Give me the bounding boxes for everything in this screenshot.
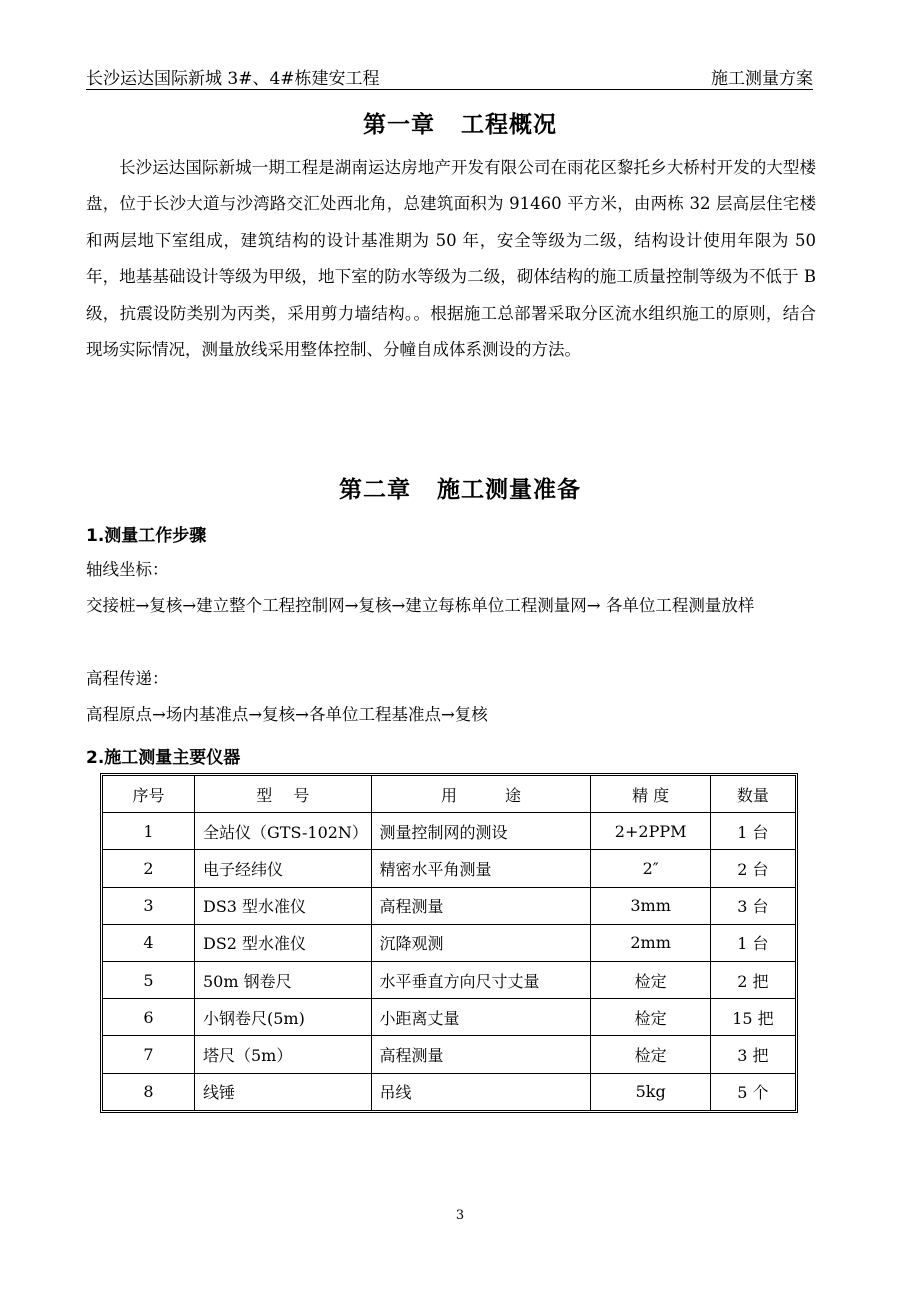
table-row (103, 999, 795, 1036)
chapter2-name: 施工测量准备 (437, 477, 581, 503)
cell-serial-number: 8 (103, 1074, 195, 1110)
table-row (103, 1036, 795, 1073)
elevation-transfer-flow: 高程原点→场内基准点→复核→各单位工程基准点→复核 (86, 705, 488, 724)
cell-model: 线锤 (195, 1074, 372, 1110)
header-cell-precision: 精 度 (591, 776, 710, 813)
header-cell-model: 型 号 (195, 776, 372, 813)
cell-quantity: 5 个 (737, 1083, 769, 1103)
cell-purpose: 水平垂直方向尺寸丈量 (372, 962, 592, 999)
cell-quantity: 2 把 (711, 962, 795, 999)
cell-model: 电子经纬仪 (195, 850, 372, 887)
instrument-table (100, 773, 798, 1113)
axis-coordinates-label: 轴线坐标： (86, 560, 169, 579)
cell-model: 小钢卷尺(5m) (195, 999, 372, 1036)
chapter2-number: 第二章 (339, 477, 411, 503)
cell-quantity: 3 台 (711, 888, 795, 925)
cell-model: DS2 型水准仪 (195, 925, 372, 962)
chapter2-title (0, 471, 920, 504)
cell-precision: 检定 (591, 999, 710, 1036)
chapter1-number: 第一章 (363, 112, 435, 138)
cell-serial-number: 2 (103, 850, 195, 887)
cell-quantity: 1 台 (711, 813, 795, 850)
chapter1-paragraph: 长沙运达国际新城一期工程是湖南运达房地产开发有限公司在雨花区黎托乡大桥村开发的大型楼盘，位于长沙大道与沙湾路交汇处西北角，总建筑面积为 91460 平方米，由两栋 32 层高层住宅楼和两层地下室组成，建筑结构的设计基准期为 50 年，安全等级为二级，结构设计使用年限为 50 年，地基基础设计等级为甲级，地下室的防水等级为二级，砌体结构的施工质量控制等级为不低于 B 级，抗震设防类别为丙类，采用剪力墙结构。。根据施工总部署采取分区流水组织施工的原则，结合现场实际情况，测量放线采用整体控制、分幢自成体系测设的方法。 (86, 158, 816, 360)
header-cell-serial-number: 序号 (103, 776, 195, 813)
cell-purpose: 高程测量 (372, 888, 592, 925)
cell-precision: 5kg (591, 1074, 710, 1110)
cell-serial-number: 7 (103, 1036, 195, 1073)
cell-serial-number: 4 (103, 925, 195, 962)
cell-purpose: 吊线 (372, 1074, 592, 1110)
section1-heading: 1.测量工作步骤 (86, 526, 207, 546)
table-row (103, 888, 795, 925)
header-divider (86, 89, 813, 90)
table-row (103, 1074, 795, 1110)
table-row (103, 813, 795, 850)
cell-model: DS3 型水准仪 (195, 888, 372, 925)
axis-coordinates-flow: 交接桩→复核→建立整个工程控制网→复核→建立每栋单位工程测量网→ 各单位工程测量放样 (86, 596, 755, 615)
cell-purpose: 高程测量 (372, 1036, 592, 1073)
cell-precision: 2+2PPM (591, 813, 710, 850)
cell-model: 全站仪（GTS-102N） (195, 813, 372, 850)
cell-purpose: 测量控制网的测设 (372, 813, 592, 850)
cell-quantity: 1 台 (711, 925, 795, 962)
table-row (103, 850, 795, 887)
cell-quantity: 2 台 (711, 850, 795, 887)
header-cell-quantity: 数量 (711, 776, 795, 813)
cell-purpose: 精密水平角测量 (372, 850, 592, 887)
header-document-title: 施工测量方案 (711, 69, 813, 89)
cell-purpose: 沉降观测 (372, 925, 592, 962)
cell-quantity: 15 把 (711, 999, 795, 1036)
elevation-transfer-label: 高程传递： (86, 669, 169, 688)
cell-model: 50m 钢卷尺 (195, 962, 372, 999)
cell-purpose: 小距离丈量 (372, 999, 592, 1036)
section2-heading: 2.施工测量主要仪器 (86, 748, 241, 768)
table-row (103, 962, 795, 999)
cell-precision: 2mm (591, 925, 710, 962)
header-cell-purpose: 用 途 (372, 776, 592, 813)
cell-precision: 检定 (591, 1036, 710, 1073)
chapter1-name: 工程概况 (461, 112, 557, 138)
cell-quantity: 3 把 (711, 1036, 795, 1073)
page-number: 3 (455, 1208, 465, 1223)
table-header-row (103, 776, 795, 813)
cell-precision: 2″ (591, 850, 710, 887)
chapter1-title (0, 106, 920, 139)
cell-serial-number: 6 (103, 999, 195, 1036)
cell-precision: 3mm (591, 888, 710, 925)
cell-serial-number: 5 (103, 962, 195, 999)
table-row (103, 925, 795, 962)
cell-serial-number: 3 (103, 888, 195, 925)
cell-precision: 检定 (591, 962, 710, 999)
cell-model: 塔尺（5m） (195, 1036, 372, 1073)
header-project-name: 长沙运达国际新城 3#、4#栋建安工程 (86, 69, 380, 89)
cell-serial-number: 1 (103, 813, 195, 850)
